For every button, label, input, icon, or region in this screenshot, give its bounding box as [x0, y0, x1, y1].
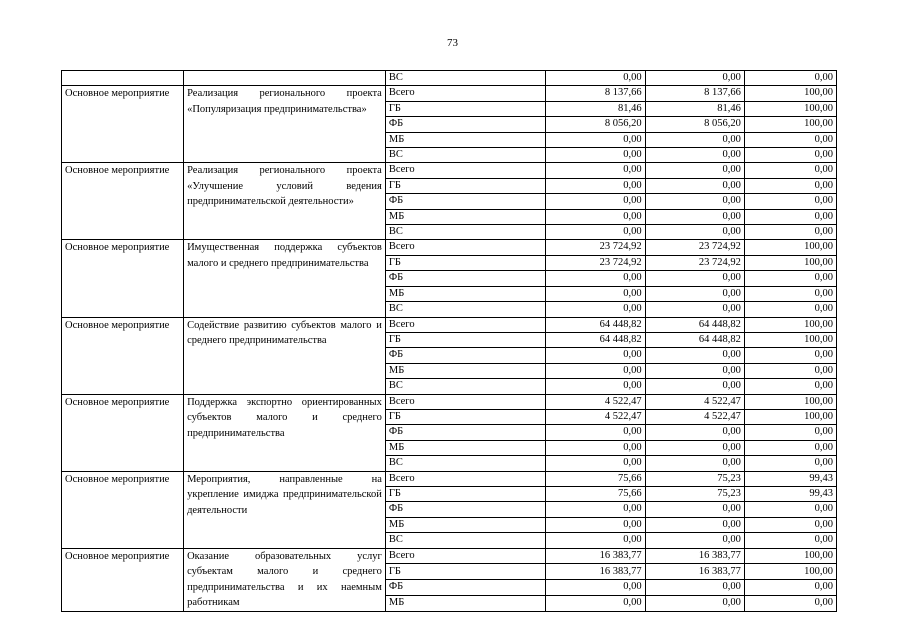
fact-amount-cell: 0,00: [645, 363, 744, 378]
fact-amount-cell: 0,00: [645, 595, 744, 611]
fact-amount-cell: 23 724,92: [645, 255, 744, 270]
percent-cell: 100,00: [744, 332, 836, 347]
source-cell: ВС: [385, 71, 545, 86]
fact-amount-cell: 16 383,77: [645, 548, 744, 564]
funding-source-cell: ГБ: [385, 332, 545, 347]
percent-cell: 0,00: [744, 71, 836, 86]
fact-amount-cell: 8 056,20: [645, 117, 744, 132]
fact-amount-cell: 0,00: [645, 286, 744, 301]
fact-amount-cell: 0,00: [645, 533, 744, 548]
plan-amount-cell: 0,00: [546, 286, 645, 301]
percent-cell: 99,43: [744, 486, 836, 501]
fact-amount-cell: 16 383,77: [645, 564, 744, 580]
plan-amount-cell: 75,66: [546, 486, 645, 501]
fact-amount-cell: 0,00: [645, 440, 744, 455]
fact-amount-cell: 0,00: [645, 580, 744, 596]
fact-amount-cell: 75,23: [645, 471, 744, 486]
plan-amount-cell: 0,00: [546, 271, 645, 286]
table-row: [62, 548, 837, 564]
fact-amount-cell: 0,00: [645, 148, 744, 163]
percent-cell: 0,00: [744, 533, 836, 548]
plan-amount-cell: 8 056,20: [546, 117, 645, 132]
measure-name-cell: Мероприятия, направленные на укрепление имиджа предпринимательской деятельности: [184, 471, 386, 548]
plan-amount-cell: 75,66: [546, 471, 645, 486]
plan-amount-cell: 0,00: [546, 379, 645, 394]
funding-source-cell: Всего: [385, 86, 545, 101]
measure-type-cell: Основное мероприятие: [62, 471, 184, 548]
funding-source-cell: МБ: [385, 209, 545, 224]
table-row: [62, 471, 837, 486]
percent-cell: 0,00: [744, 363, 836, 378]
measure-type-cell: Основное мероприятие: [62, 240, 184, 317]
measure-type-cell: Основное мероприятие: [62, 163, 184, 240]
funding-source-cell: МБ: [385, 132, 545, 147]
type-cell: [62, 71, 184, 86]
percent-cell: 0,00: [744, 302, 836, 317]
fact-amount-cell: 0,00: [645, 194, 744, 209]
funding-source-cell: ГБ: [385, 564, 545, 580]
plan-amount-cell: 64 448,82: [546, 332, 645, 347]
measure-type-cell: Основное мероприятие: [62, 394, 184, 471]
funding-source-cell: МБ: [385, 517, 545, 532]
plan-amount-cell: 0,00: [546, 163, 645, 178]
plan-amount-cell: 64 448,82: [546, 317, 645, 332]
measure-type-cell: Основное мероприятие: [62, 86, 184, 163]
funding-source-cell: ГБ: [385, 486, 545, 501]
name-cell: [184, 71, 386, 86]
fact-amount-cell: 0,00: [645, 302, 744, 317]
percent-cell: 0,00: [744, 132, 836, 147]
funding-table: [61, 70, 837, 612]
percent-cell: 0,00: [744, 502, 836, 517]
plan-amount-cell: 0,00: [546, 533, 645, 548]
measure-type-cell: Основное мероприятие: [62, 548, 184, 611]
page-number: 73: [447, 37, 458, 49]
measure-name-cell: Оказание образовательных услуг субъектам малого и среднего предпринимательства и их наемным работникам: [184, 548, 386, 611]
plan-amount-cell: 16 383,77: [546, 548, 645, 564]
plan-amount-cell: 0,00: [546, 580, 645, 596]
plan-amount-cell: 4 522,47: [546, 394, 645, 409]
percent-cell: 0,00: [744, 163, 836, 178]
fact-amount-cell: 0,00: [645, 209, 744, 224]
funding-source-cell: ФБ: [385, 580, 545, 596]
fact-amount-cell: 0,00: [645, 379, 744, 394]
plan-amount-cell: 0,00: [546, 595, 645, 611]
table-row: [62, 86, 837, 101]
percent-cell: 0,00: [744, 148, 836, 163]
fact-amount-cell: 0,00: [645, 456, 744, 471]
percent-cell: 99,43: [744, 471, 836, 486]
percent-cell: 100,00: [744, 117, 836, 132]
measure-name-cell: Имущественная поддержка субъектов малого и среднего предпринимательства: [184, 240, 386, 317]
measure-type-cell: Основное мероприятие: [62, 317, 184, 394]
funding-source-cell: ВС: [385, 533, 545, 548]
fact-amount-cell: 0,00: [645, 348, 744, 363]
funding-source-cell: ФБ: [385, 502, 545, 517]
funding-source-cell: МБ: [385, 440, 545, 455]
funding-source-cell: ФБ: [385, 117, 545, 132]
fact-amount-cell: 0,00: [645, 502, 744, 517]
plan-amount-cell: 23 724,92: [546, 240, 645, 255]
plan-amount-cell: 0,00: [546, 302, 645, 317]
funding-source-cell: ГБ: [385, 409, 545, 424]
funding-source-cell: ГБ: [385, 101, 545, 116]
measure-name-cell: Реализация регионального проекта «Улучшение условий ведения предпринимательской деятельности»: [184, 163, 386, 240]
fact-amount-cell: 23 724,92: [645, 240, 744, 255]
funding-source-cell: Всего: [385, 548, 545, 564]
table-row: [62, 71, 837, 86]
percent-cell: 0,00: [744, 194, 836, 209]
funding-source-cell: МБ: [385, 363, 545, 378]
table-row: [62, 240, 837, 255]
percent-cell: 0,00: [744, 286, 836, 301]
plan-amount-cell: 8 137,66: [546, 86, 645, 101]
percent-cell: 100,00: [744, 101, 836, 116]
funding-source-cell: Всего: [385, 240, 545, 255]
funding-source-cell: МБ: [385, 595, 545, 611]
funding-source-cell: Всего: [385, 394, 545, 409]
plan-amount-cell: 0,00: [546, 225, 645, 240]
fact-amount-cell: 75,23: [645, 486, 744, 501]
percent-cell: 100,00: [744, 240, 836, 255]
percent-cell: 0,00: [744, 271, 836, 286]
fact-amount-cell: 0,00: [645, 517, 744, 532]
fact-amount-cell: 8 137,66: [645, 86, 744, 101]
plan-amount-cell: 23 724,92: [546, 255, 645, 270]
funding-source-cell: ГБ: [385, 255, 545, 270]
fact-amount-cell: 0,00: [645, 163, 744, 178]
plan-amount-cell: 0,00: [546, 502, 645, 517]
fact-amount-cell: 0,00: [645, 178, 744, 193]
plan-amount-cell: 0,00: [546, 178, 645, 193]
funding-source-cell: ФБ: [385, 348, 545, 363]
percent-cell: 0,00: [744, 225, 836, 240]
measure-name-cell: Реализация регионального проекта «Популяризация предпринимательства»: [184, 86, 386, 163]
fact-cell: 0,00: [645, 71, 744, 86]
table-row: [62, 317, 837, 332]
funding-source-cell: ВС: [385, 225, 545, 240]
fact-amount-cell: 0,00: [645, 225, 744, 240]
percent-cell: 0,00: [744, 595, 836, 611]
percent-cell: 100,00: [744, 317, 836, 332]
percent-cell: 100,00: [744, 564, 836, 580]
plan-amount-cell: 0,00: [546, 456, 645, 471]
plan-amount-cell: 0,00: [546, 517, 645, 532]
plan-cell: 0,00: [546, 71, 645, 86]
fact-amount-cell: 0,00: [645, 425, 744, 440]
percent-cell: 100,00: [744, 548, 836, 564]
funding-source-cell: ФБ: [385, 425, 545, 440]
fact-amount-cell: 4 522,47: [645, 394, 744, 409]
fact-amount-cell: 64 448,82: [645, 317, 744, 332]
funding-source-cell: Всего: [385, 163, 545, 178]
fact-amount-cell: 0,00: [645, 271, 744, 286]
percent-cell: 0,00: [744, 209, 836, 224]
plan-amount-cell: 0,00: [546, 425, 645, 440]
fact-amount-cell: 64 448,82: [645, 332, 744, 347]
funding-source-cell: ВС: [385, 302, 545, 317]
fact-amount-cell: 81,46: [645, 101, 744, 116]
percent-cell: 0,00: [744, 178, 836, 193]
table-row: [62, 163, 837, 178]
plan-amount-cell: 0,00: [546, 194, 645, 209]
plan-amount-cell: 16 383,77: [546, 564, 645, 580]
plan-amount-cell: 81,46: [546, 101, 645, 116]
plan-amount-cell: 0,00: [546, 209, 645, 224]
percent-cell: 100,00: [744, 86, 836, 101]
funding-source-cell: Всего: [385, 471, 545, 486]
percent-cell: 0,00: [744, 379, 836, 394]
plan-amount-cell: 0,00: [546, 348, 645, 363]
percent-cell: 0,00: [744, 456, 836, 471]
funding-source-cell: ВС: [385, 456, 545, 471]
measure-name-cell: Содействие развитию субъектов малого и среднего предпринимательства: [184, 317, 386, 394]
funding-source-cell: МБ: [385, 286, 545, 301]
percent-cell: 100,00: [744, 409, 836, 424]
percent-cell: 100,00: [744, 394, 836, 409]
percent-cell: 0,00: [744, 425, 836, 440]
fact-amount-cell: 0,00: [645, 132, 744, 147]
percent-cell: 0,00: [744, 517, 836, 532]
plan-amount-cell: 4 522,47: [546, 409, 645, 424]
plan-amount-cell: 0,00: [546, 148, 645, 163]
funding-source-cell: ВС: [385, 379, 545, 394]
plan-amount-cell: 0,00: [546, 440, 645, 455]
funding-source-cell: ВС: [385, 148, 545, 163]
percent-cell: 0,00: [744, 348, 836, 363]
measure-name-cell: Поддержка экспортно ориентированных субъектов малого и среднего предпринимательства: [184, 394, 386, 471]
funding-source-cell: ФБ: [385, 271, 545, 286]
funding-source-cell: ФБ: [385, 194, 545, 209]
plan-amount-cell: 0,00: [546, 363, 645, 378]
funding-source-cell: Всего: [385, 317, 545, 332]
funding-table-body: [62, 71, 837, 612]
fact-amount-cell: 4 522,47: [645, 409, 744, 424]
percent-cell: 0,00: [744, 580, 836, 596]
table-row: [62, 394, 837, 409]
plan-amount-cell: 0,00: [546, 132, 645, 147]
percent-cell: 0,00: [744, 440, 836, 455]
funding-source-cell: ГБ: [385, 178, 545, 193]
percent-cell: 100,00: [744, 255, 836, 270]
